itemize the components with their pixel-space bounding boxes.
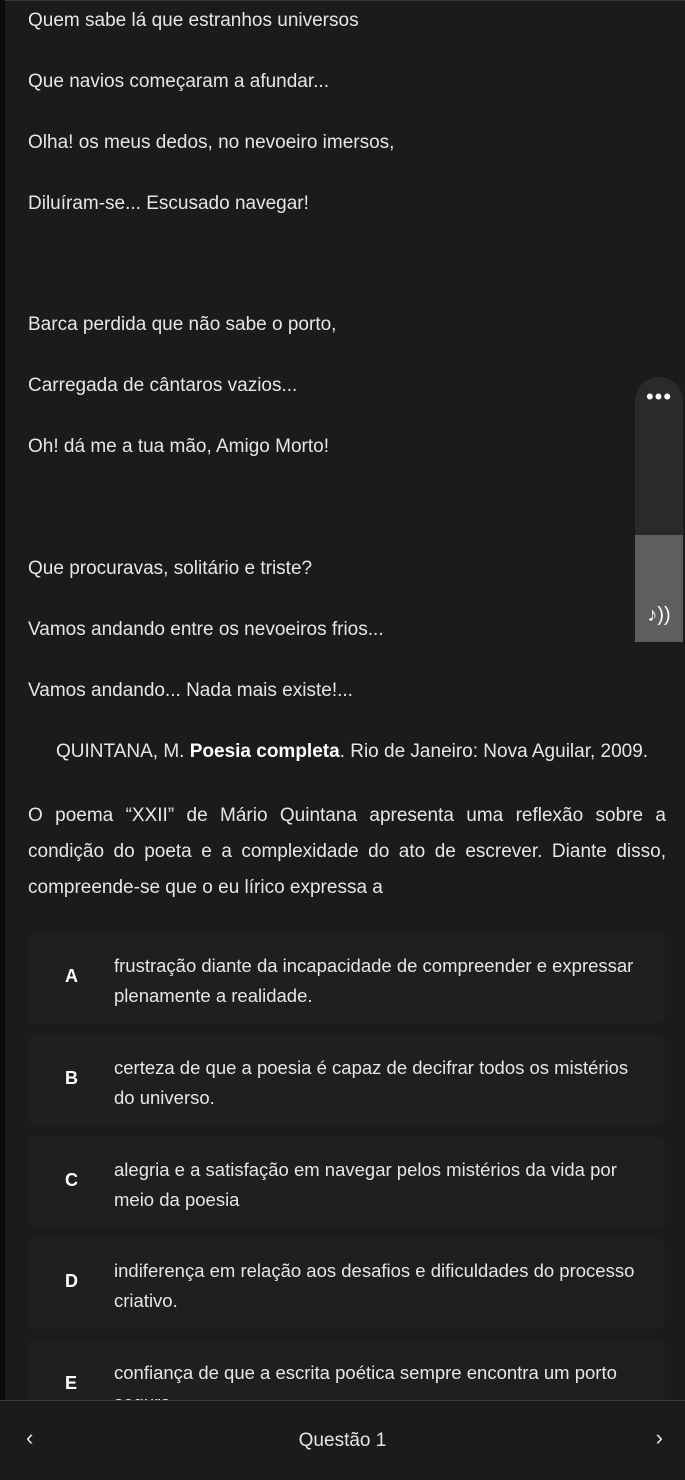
option-text: frustração diante da incapacidade de compreender e expressar plenamente a realidade. xyxy=(114,955,634,1006)
citation-publisher: . Rio de Janeiro: Nova Aguilar, 2009. xyxy=(339,741,649,762)
poem-verse: Olha! os meus dedos, no nevoeiro imersos, xyxy=(28,132,395,153)
poem-verse: Oh! dá me a tua mão, Amigo Morto! xyxy=(28,436,329,457)
question-prompt: O poema “XXII” de Mário Quintana apresenta uma reflexão sobre a condição do poeta e a complexidade do ato de escrever. Diante disso, compreende-se que o eu lírico expressa a xyxy=(28,805,666,898)
citation-author: QUINTANA, M. xyxy=(56,741,190,762)
next-question-button[interactable]: › xyxy=(655,1425,663,1450)
question-number-label: Questão 1 xyxy=(298,1430,387,1451)
option-text: indiferença em relação aos desafios e dificuldades do processo criativo. xyxy=(114,1260,635,1311)
answer-option-c[interactable] xyxy=(28,1136,665,1228)
poem-verse: Barca perdida que não sabe o porto, xyxy=(28,314,337,335)
answer-option-b[interactable] xyxy=(28,1034,665,1126)
option-letter: C xyxy=(65,1170,78,1190)
option-letter: E xyxy=(65,1373,78,1393)
question-nav-bar xyxy=(0,1400,685,1480)
option-letter: B xyxy=(65,1068,78,1088)
option-text: confiança de que a escrita poética sempre encontra um porto xyxy=(114,1362,617,1383)
answer-option-d[interactable] xyxy=(28,1237,665,1329)
poem-verse: Quem sabe lá que estranhos universos xyxy=(28,10,359,31)
poem-verse: Que procuravas, solitário e triste? xyxy=(28,558,313,579)
option-letter: D xyxy=(65,1271,78,1291)
poem-verse: Vamos andando... Nada mais existe!... xyxy=(28,680,353,701)
poem-verse: Que navios começaram a afundar... xyxy=(28,71,329,92)
option-letter: A xyxy=(65,966,78,986)
answer-option-a[interactable] xyxy=(28,932,665,1024)
option-text: alegria e a satisfação em navegar pelos mistérios da vida por meio da poesia xyxy=(114,1159,617,1210)
floating-tools-panel[interactable] xyxy=(635,377,683,642)
more-menu-icon[interactable]: ••• xyxy=(645,384,673,409)
option-text: certeza de que a poesia é capaz de decifrar todos os mistérios do universo. xyxy=(114,1057,629,1108)
prev-question-button[interactable]: ‹ xyxy=(26,1425,34,1450)
poem-verse: Carregada de cântaros vazios... xyxy=(28,375,298,396)
poem-verse: Diluíram-se... Escusado navegar! xyxy=(28,193,309,214)
poem-citation xyxy=(56,740,648,764)
poem-verse: Vamos andando entre os nevoeiros frios... xyxy=(28,619,384,640)
audio-icon[interactable]: ♪)) xyxy=(647,604,671,626)
citation-title: Poesia completa xyxy=(189,741,340,762)
